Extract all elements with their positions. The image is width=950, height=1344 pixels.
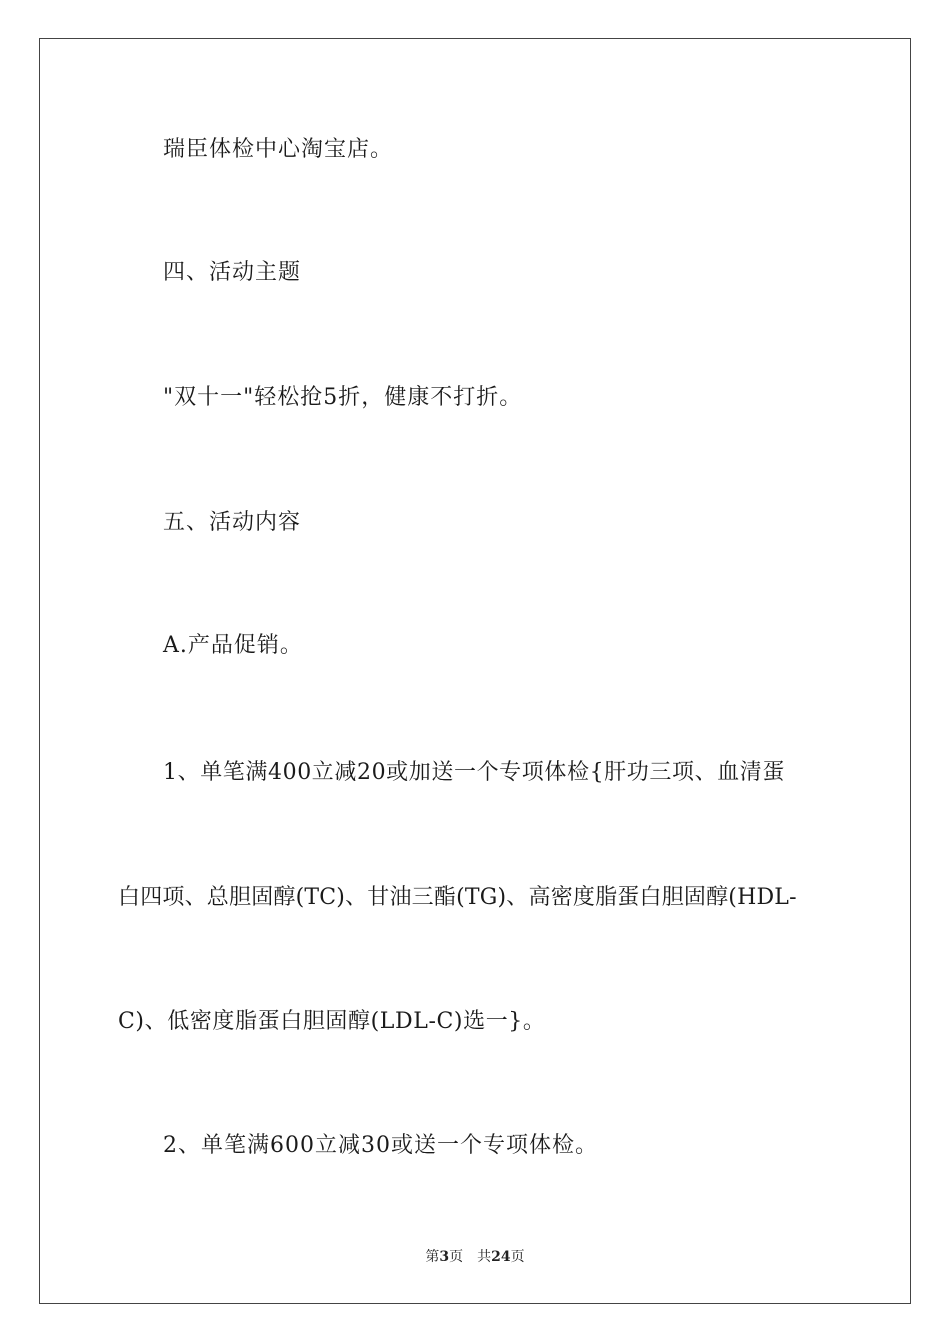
text-line-item1-b: 白四项、总胆固醇(TC)、甘油三酯(TG)、高密度脂蛋白胆固醇(HDL-	[118, 885, 797, 910]
text-line-store: 瑞臣体检中心淘宝店。	[163, 137, 394, 162]
page-prefix: 第	[425, 1249, 440, 1265]
text-line-theme: "双十一"轻松抢5折，健康不打折。	[163, 385, 523, 410]
total-suffix: 页	[510, 1249, 525, 1265]
text-line-item1-c: C)、低密度脂蛋白胆固醇(LDL-C)选一}。	[118, 1009, 546, 1034]
page-suffix: 页	[449, 1249, 464, 1265]
section-heading-content: 五、活动内容	[163, 510, 302, 535]
page-total: 24	[491, 1249, 511, 1265]
section-heading-theme: 四、活动主题	[163, 260, 302, 285]
total-prefix: 共	[477, 1249, 492, 1265]
page-border	[39, 38, 911, 1304]
text-line-item1-a: 1、单笔满400立减20或加送一个专项体检{肝功三项、血清蛋	[163, 760, 785, 785]
page-current: 3	[439, 1249, 450, 1265]
text-line-item2: 2、单笔满600立减30或送一个专项体检。	[163, 1133, 598, 1158]
page-footer	[0, 1248, 950, 1266]
subheading-promotion: A.产品促销。	[163, 633, 303, 658]
